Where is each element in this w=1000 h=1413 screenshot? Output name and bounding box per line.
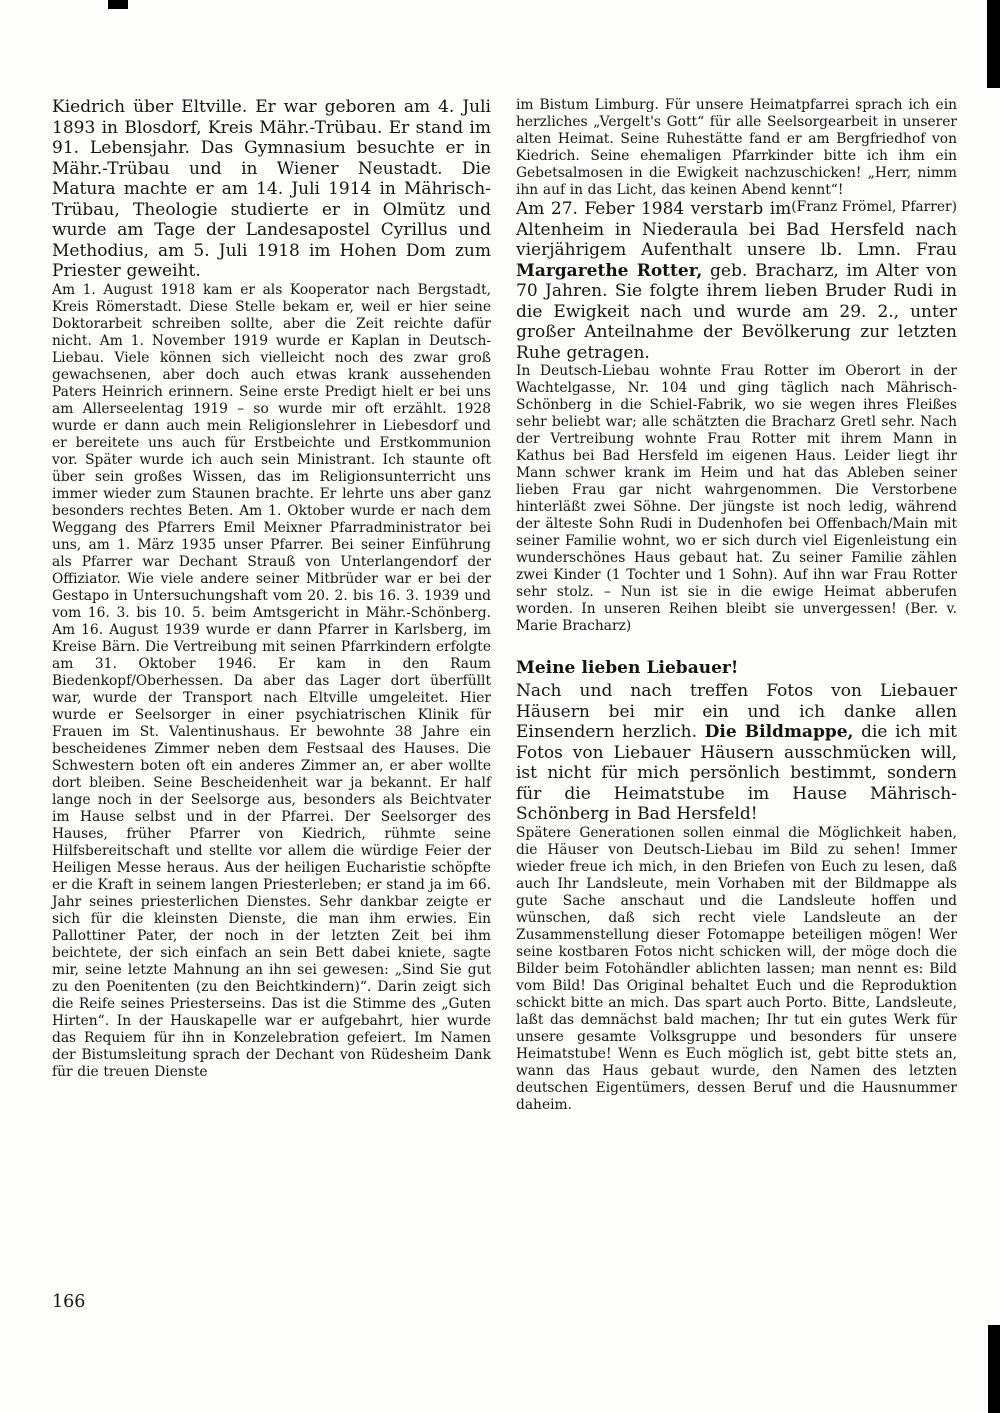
right-column [516, 97, 957, 1114]
author-byline: (Franz Frömel, Pfarrer) [791, 199, 957, 215]
page-number: 166 [52, 1292, 86, 1312]
continuation-text: im Bistum Limburg. Für unsere Heimatpfarrei sprach ich ein herzliches „Vergelt's Gott“ für alle Seelsorgearbeit in unserer alten Heimat. Seine Ruhestätte fand er am Bergfriedhof von Kiedrich. Seine ehemaligen Pfarrkinder bitte ich ihm ein Gebetsalmosen in die Ewigkeit nachzuschicken! „Herr, nimm ihn auf in das Licht, das keinen Abend kennt“! [516, 97, 957, 198]
scan-artifact-top-left [108, 0, 128, 9]
appeal-intro-paragraph [516, 681, 957, 825]
deceased-name: Margarethe Rotter, [516, 260, 703, 281]
obituary-intro-text-post: geb. Bracharz, im Alter von 70 Jahren. Sie folgte ihrem lieben Bruder Rudi in die Ewigkeit nach und wurde am 29. 2., unter großer Anteilnahme der Bevölkerung zur letzten Ruhe getragen. [516, 260, 957, 363]
left-column [52, 97, 491, 1114]
obituary-intro-paragraph [516, 199, 957, 363]
biography-intro-paragraph: Kiedrich über Eltville. Er war geboren am 4. Juli 1893 in Blosdorf, Kreis Mähr.-Trübau. Er stand im 91. Lebensjahr. Das Gymnasium besuchte er in Mähr.-Trübau und in Wiener Neustadt. Die Matura machte er am 14. Juli 1914 in Mährisch-Trübau, Theologie studierte er in Olmütz und wurde am Tage der Landesapostel Cyrillus und Methodius, am 5. Juli 1918 im Hohen Dom zum Priester geweiht. [52, 97, 491, 281]
scan-artifact-top-right [987, 0, 1000, 88]
appeal-body-paragraph: Spätere Generationen sollen einmal die Möglichkeit haben, die Häuser von Deutsch-Liebau im Bild zu sehen! Immer wieder freue ich mich, in den Briefen von Euch zu lesen, daß auch Ihr Landsleute, mein Vorhaben mit der Bildmappe als gute Sache anschaut und die Landsleute hoffen und wünschen, daß sich recht viele Landsleute an der Zusammenstellung dieser Fotomappe beteiligen mögen! Wer seine kostbaren Fotos nicht schicken will, der möge doch die Bilder beim Fotohändler ablichten lassen; man nennt es: Bild vom Bild! Das Original behaltet Euch und die Reproduktion schickt bitte an mich. Das spart auch Porto. Bitte, Landsleute, laßt das demnächst bald machen; Ihr tut ein gutes Werk für unsere gesamte Volksgruppe und besonders für unsere Heimatstube! Wenn es Euch möglich ist, gebt bitte stets an, wann das Haus gebaut wurde, den Namen des letzten deutschen Eigentümers, dessen Beruf und die Hausnummer daheim. [516, 824, 957, 1113]
scan-artifact-bottom-right [988, 1325, 1000, 1413]
biography-body-paragraph: Am 1. August 1918 kam er als Kooperator nach Bergstadt, Kreis Römerstadt. Diese Stelle bekam er, weil er hier seine Doktorarbeit schreiben sollte, aber die Zeit reichte dafür nicht. Am 1. November 1919 wurde er Kaplan in Deutsch-Liebau. Viele können sich vielleicht noch des zwar groß gewachsenen, aber doch auch etwas krank aussehenden Paters Heinrich erinnern. Seine erste Predigt hielt er bei uns am Allerseelentag 1919 – so wurde mir oft erzählt. 1928 wurde er dann auch mein Religionslehrer in Liebesdorf und er bereitete uns auch für Erstbeichte und Erstkommunion vor. Später wurde ich auch sein Ministrant. Ich staunte oft über sein großes Wissen, das im Religionsunterricht uns immer wieder zum Staunen brachte. Er lehrte uns aber ganz besonders rechtes Beten. Am 1. Oktober wurde er nach dem Weggang des Pfarrers Emil Meixner Pfarradministrator bei uns, am 1. März 1935 unser Pfarrer. Bei seiner Einführung als Pfarrer war Dechant Strauß von Unterlangendorf der Offiziator. Wie viele andere seiner Mitbrüder war er bei der Gestapo in Untersuchungshaft vom 20. 2. bis 16. 3. 1939 und vom 16. 3. bis 10. 5. beim Amtsgericht in Mähr.-Schönberg. Am 16. August 1939 wurde er dann Pfarrer in Karlsberg, im Kreise Bärn. Die Vertreibung mit seinen Pfarrkindern erfolgte am 31. Oktober 1946. Er kam in den Raum Biedenkopf/Oberhessen. Da aber das Lager dort überfüllt war, wurde der Transport nach Eltville umgeleitet. Hier wurde er Seelsorger in einer psychiatrischen Klinik für Frauen im St. Valentinushaus. Er bewohnte 38 Jahre ein bescheidenes Zimmer neben dem Festsaal des Hauses. Die Schwestern boten oft ein anderes Zimmer an, er aber wollte dort bleiben. Seine Bescheidenheit war ja bekannt. Er half lange noch in der Seelsorge aus, besonders als Beichtvater im Hause selbst und in der Pfarrei. Der Seelsorger des Hauses, früher Pfarrer von Kiedrich, rühmte seine Hilfsbereitschaft und stellte vor allem die würdige Feier der Heiligen Messe heraus. Aus der heiligen Eucharistie schöpfte er die Kraft in seinem langen Priesterleben; er stand ja im 66. Jahr seines priesterlichen Dienstes. Sehr dankbar zeigte er sich für die kleinsten Dienste, die man ihm erwies. Ein Pallottiner Pater, der noch in der letzten Zeit bei ihm beichtete, der sich einfach an sein Bett dabei kniete, sagte mir, seine letzte Mahnung an ihn sei gewesen: „Sind Sie gut zu den Poenitenten (zu den Beichtkindern)“. Darin zeigt sich die Reife seines Priesterseins. Das ist die Stimme des „Guten Hirten“. In der Hauskapelle war er aufgebahrt, hier wurde das Requiem für ihn in Konzelebration gefeiert. Im Namen der Bistumsleitung sprach der Dechant von Rüdesheim Dank für die treuen Dienste [52, 281, 491, 1080]
bildmappe-highlight: Die Bildmappe, [704, 722, 854, 742]
obituary-intro-text-pre: Am 27. Feber 1984 verstarb im Altenheim in Niederaula bei Bad Hersfeld nach vierjährigem Aufenthalt unsere lb. Lmn. Frau [516, 199, 957, 260]
appeal-intro-text-pre: Nach und nach treffen Fotos von Liebauer Häusern bei mir ein und ich danke allen Einsendern herzlich. [516, 681, 957, 742]
appeal-intro-text-post: die ich mit Fotos von Liebauer Häusern ausschmücken will, ist nicht für mich persönlich bestimmt, sondern für die Heimatstube im Hause Mährisch-Schönberg in Bad Hersfeld! [516, 722, 957, 824]
obituary-body-paragraph: In Deutsch-Liebau wohnte Frau Rotter im Oberort in der Wachtelgasse, Nr. 104 und ging täglich nach Mährisch-Schönberg in die Schiel-Fabrik, wo sie wegen ihres Fleißes sehr beliebt war; alle schätzten die Bracharz Gretl sehr. Nach der Vertreibung wohnte Frau Rotter mit ihrem Mann in Kathus bei Bad Hersfeld im eigenen Haus. Leider liegt ihr Mann schwer krank im Heim und hat das Ableben seiner lieben Frau gar nicht wahrgenommen. Die Verstorbene hinterläßt zwei Söhne. Der jüngste ist noch ledig, während der älteste Sohn Rudi in Dudenhofen bei Offenbach/Main mit seiner Familie wohnt, wo er sich durch viel Eigenleistung ein wunderschönes Haus gebaut hat. Zu seiner Familie zählen zwei Kinder (1 Tochter und 1 Sohn). Auf ihn war Frau Rotter sehr stolz. – Nun ist sie in die ewige Heimat abberufen worden. In unseren Reihen bleibt sie unvergessen! (Ber. v. Marie Bracharz) [516, 363, 957, 634]
biography-continuation-paragraph [516, 97, 957, 215]
appeal-heading: Meine lieben Liebauer! [516, 658, 739, 678]
